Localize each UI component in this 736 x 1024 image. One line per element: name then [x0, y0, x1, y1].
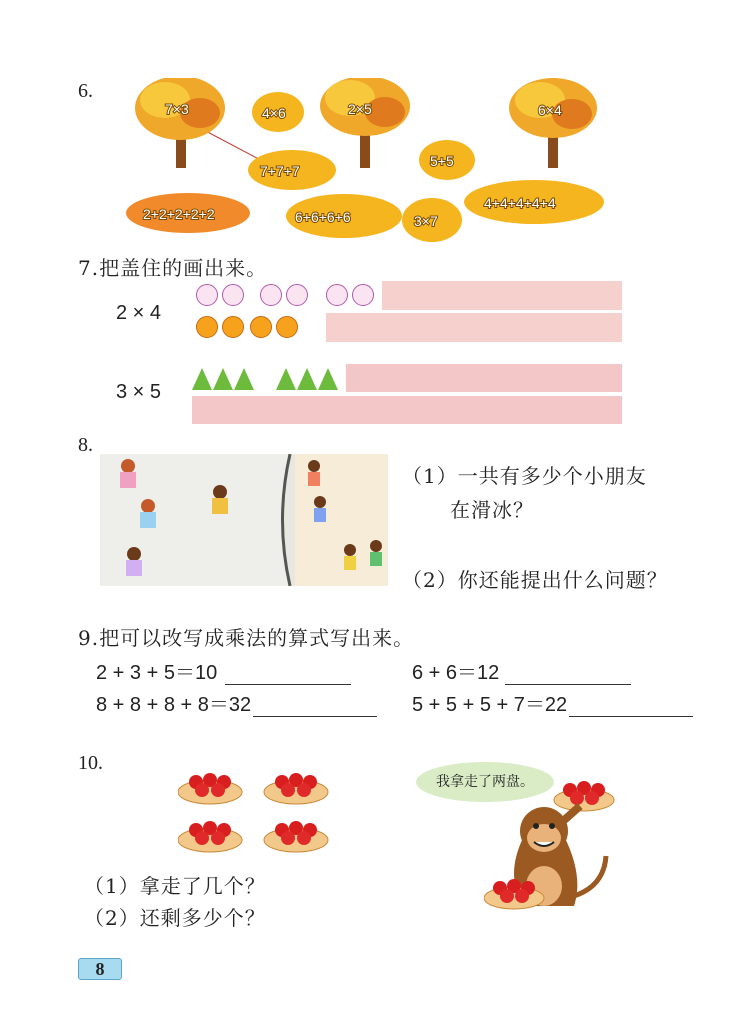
child-figure — [314, 496, 326, 522]
svg-text:4×6: 4×6 — [262, 105, 286, 121]
leaf-2plus-series — [126, 193, 250, 233]
child-figure — [370, 540, 382, 566]
q8-part2: （2）你还能提出什么问题？ — [402, 568, 668, 592]
sad-face — [222, 316, 244, 338]
svg-text:3×7: 3×7 — [414, 213, 438, 229]
cover-band — [192, 396, 622, 424]
svg-text:2×5: 2×5 — [348, 101, 372, 117]
apple-plate — [554, 781, 614, 811]
q10-number: 10. — [78, 752, 103, 774]
speech-bubble: 我拿走了两盘。 — [416, 762, 554, 802]
answer-blank[interactable] — [569, 698, 693, 717]
q7-number: 7. — [78, 256, 100, 280]
svg-text:2+2+2+2+2: 2+2+2+2+2 — [143, 206, 215, 222]
triangle-shape — [297, 368, 317, 390]
triangle-shape — [276, 368, 296, 390]
q6-number: 6. — [78, 80, 93, 102]
sad-face — [250, 316, 272, 338]
q9-item-1 — [96, 656, 351, 685]
apple-plate — [178, 773, 242, 804]
leaf-4x6 — [252, 92, 304, 132]
q9-item-3 — [96, 688, 377, 717]
sad-face — [276, 316, 298, 338]
happy-face — [260, 284, 282, 306]
tree-7x3 — [135, 78, 225, 168]
skater-figure — [126, 547, 142, 576]
q8-number: 8. — [78, 434, 93, 456]
svg-text:7+7+7: 7+7+7 — [260, 163, 300, 179]
apple-plates — [178, 764, 338, 856]
tree-label-1: 7×3 — [165, 101, 189, 117]
q9-item-1-text: 2 + 3 + 5＝10 — [96, 662, 218, 684]
leaf-5plus5 — [419, 140, 475, 180]
skater-figure — [212, 485, 228, 514]
apple-plate — [264, 821, 328, 852]
skating-illustration — [100, 454, 388, 586]
q8-part1-line1: （1）一共有多少个小朋友 — [402, 464, 647, 488]
q6-illustration — [110, 78, 620, 248]
happy-face — [196, 284, 218, 306]
q7-heading — [78, 252, 267, 281]
svg-text:5+5: 5+5 — [430, 153, 454, 169]
happy-face — [286, 284, 308, 306]
sad-face — [196, 316, 218, 338]
svg-text:6+6+6+6: 6+6+6+6 — [295, 209, 351, 225]
skater-figure — [140, 499, 156, 528]
q9-item-2 — [412, 656, 631, 685]
q10-part2: （2）还剩多少个？ — [84, 906, 266, 930]
skater-figure — [120, 459, 136, 488]
leaf-4plus-series — [464, 180, 604, 224]
q10-part1: （1）拿走了几个？ — [84, 874, 266, 898]
leaf-3x7 — [402, 198, 462, 242]
happy-face — [326, 284, 348, 306]
apple-plate — [178, 821, 242, 852]
leaf-6plus-series — [286, 194, 402, 238]
child-figure — [344, 544, 356, 570]
tree-2x5 — [320, 78, 410, 168]
q7-row2-label: 3 × 5 — [116, 381, 162, 403]
answer-blank[interactable] — [505, 666, 631, 685]
cover-band — [326, 313, 622, 342]
q9-heading — [78, 622, 414, 651]
monkey-illustration — [484, 776, 624, 922]
apple-plate — [264, 773, 328, 804]
triangle-shape — [234, 368, 254, 390]
cover-band — [382, 281, 622, 310]
q7-row1-label: 2 × 4 — [116, 302, 162, 324]
svg-text:4+4+4+4+4: 4+4+4+4+4 — [484, 195, 556, 211]
q9-title: 把可以改写成乘法的算式写出来。 — [99, 626, 415, 650]
cover-band — [346, 364, 622, 392]
tree-6x4 — [509, 78, 597, 168]
q9-item-2-text: 6 + 6＝12 — [412, 662, 500, 684]
q9-item-3-text: 8 + 8 + 8 + 8＝32 — [96, 694, 252, 716]
q7-title: 把盖住的画出来。 — [99, 256, 268, 280]
answer-blank[interactable] — [253, 698, 377, 717]
triangle-shape — [213, 368, 233, 390]
happy-face — [352, 284, 374, 306]
triangle-shape — [318, 368, 338, 390]
answer-blank[interactable] — [225, 666, 351, 685]
q9-item-4 — [412, 688, 693, 717]
leaf-7plus7plus7 — [248, 150, 336, 190]
q8-part1-line2: 在滑冰？ — [450, 498, 534, 522]
child-figure — [308, 460, 320, 486]
happy-face — [222, 284, 244, 306]
page-number: 8 — [78, 958, 122, 980]
q9-number: 9. — [78, 626, 100, 650]
svg-text:6×4: 6×4 — [538, 102, 562, 118]
q9-item-4-text: 5 + 5 + 5 + 7＝22 — [412, 694, 568, 716]
triangle-shape — [192, 368, 212, 390]
